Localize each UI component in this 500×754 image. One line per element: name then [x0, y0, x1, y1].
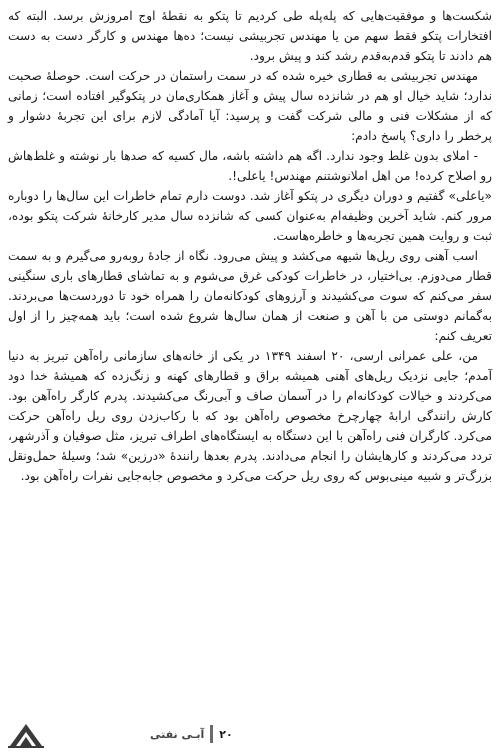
- running-title: آبـی نفتی: [150, 727, 205, 741]
- folio: [150, 724, 233, 744]
- paragraph-6: من، علی عمرانی ارسی، ۲۰ اسفند ۱۳۴۹ در یکی از خانه‌های سازمانی راه‌آهن تبریز به دنیا آمدم؛ جایی نزدیک ریل‌های آهنی همیشه براق و قطارهای کهنه و زنگ‌زده که همیشهٔ خدا دود می‌کردند و خیالات کودکانه‌ام را در آسمان صاف و آبی‌رنگ می‌کشیدند. پدرم کارگر راه‌آهن بود. کارش رانندگی ارابهٔ چهارچرخ مخصوص راه‌آهن بود که با رکاب‌زدن روی ریل راه‌آهن حرکت می‌کرد. کارگران فنی راه‌آهن با این دستگاه به ایستگاه‌های اطراف تبریز، مثل صوفیان و آذرشهر، تردد می‌کردند و کارهایشان را انجام می‌دادند. پدرم بعدها رانندهٔ «درزین» شد؛ وسیلهٔ حمل‌ونقل بزرگ‌تر و شبیه مینی‌بوس که روی ریل حرکت می‌کرد و مخصوص جابه‌جایی نفرات راه‌آهن بود.: [8, 349, 492, 483]
- paragraph-1: شکست‌ها و موفقیت‌هایی که پله‌پله طی کردیم تا پتکو به نقطهٔ اوج امروزش برسد. البته که افتخارات پتکو فقط سهم من یا مهندس تجربیشی نیست؛ ده‌ها مهندس و کارگر دست به دست هم دادند تا پتکو قدم‌به‌قدم رشد کند و پیش برود.: [8, 9, 492, 63]
- body-text: [8, 6, 492, 486]
- publisher-logo-icon: [4, 716, 48, 750]
- paragraph-5: اسب آهنی روی ریل‌ها شیهه می‌کشد و پیش می‌رود. نگاه از جادهٔ روبه‌رو می‌گیرم و به سمت قطار می‌دوزم. بی‌اختیار، در خاطرات کودکی غرق می‌شوم و به تماشای قطارهای باری سنگینی سفر می‌کنم که سوت می‌کشیدند و آرزوهای کودکانه‌مان را همراه خود تا دوردست‌ها می‌بردند. به‌گمانم دوستی من با آهن و صنعت از همان سال‌ها شروع شده است؛ باید همه‌چیز را از اول تعریف کنم:: [8, 249, 492, 343]
- paragraph-3-dialogue: - املای بدون غلط وجود ندارد. اگه هم داشته باشه، مال کسیه که صدها بار نوشته و غلط‌هاش رو اصلاح کرده! من اهل املانوشتنم مهندس! یاعلی!.: [8, 149, 492, 183]
- page-number: ۲۰: [219, 727, 233, 741]
- page-footer: [0, 716, 500, 750]
- folio-divider: [210, 725, 213, 743]
- paragraph-2: مهندس تجربیشی به قطاری خیره شده که در سمت راستمان در حرکت است. حوصلهٔ صحبت ندارد؛ شاید خیال او هم در شانزده سال پیش و آغاز همکاری‌مان در پتکوگیر افتاده است؛ زمانی که از مشکلات فنی و مالی شرکت گفت و پرسید: آیا آمادگی لازم برای این تجربهٔ دشوار و پرخطر را داری؟ پاسخ دادم:: [8, 69, 492, 143]
- paragraph-4: «یاعلی» گفتیم و دوران دیگری در پتکو آغاز شد. دوست دارم تمام خاطرات این سال‌ها را دوباره مرور کنم. شاید آخرین وظیفه‌ام به‌عنوان کسی که شانزده سال مدیر کارخانهٔ شرکت پتکو بوده، ثبت و روایت همین تجربه‌ها و خاطره‌هاست.: [8, 189, 492, 243]
